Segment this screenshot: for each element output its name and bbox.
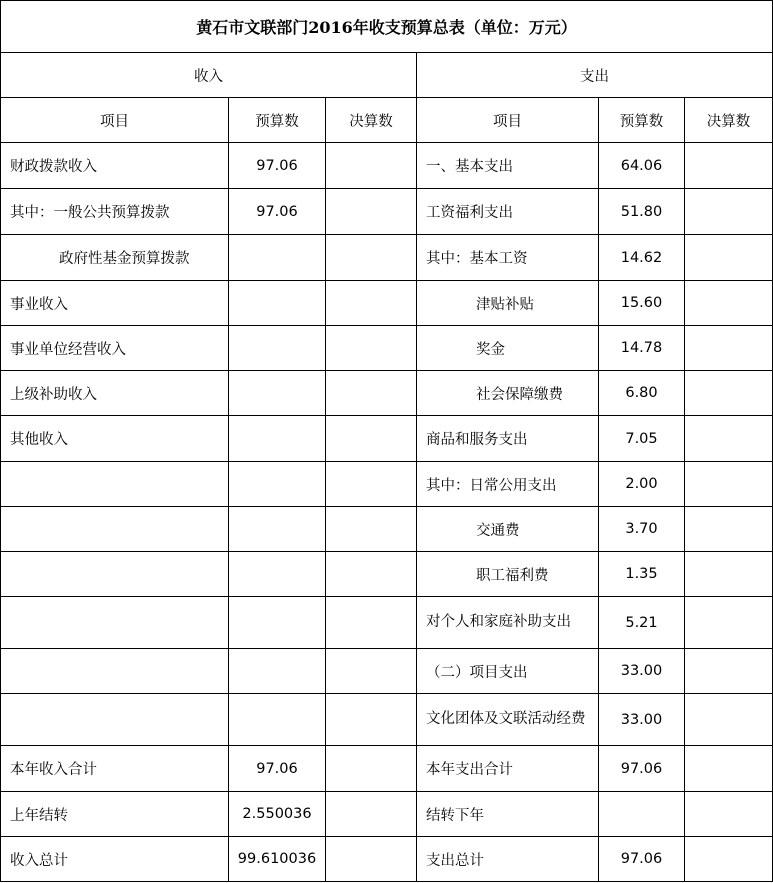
section-header-row — [1, 53, 773, 98]
expense-item: 商品和服务支出 — [417, 416, 599, 462]
expense-item-header: 项目 — [417, 98, 599, 143]
income-budget — [229, 462, 326, 507]
expense-final — [685, 371, 773, 416]
income-budget — [229, 507, 326, 552]
table-row — [1, 649, 773, 694]
expense-budget: 14.62 — [599, 235, 685, 281]
income-budget: 2.550036 — [229, 792, 326, 837]
expense-item: （二）项目支出 — [417, 649, 599, 694]
income-item — [1, 552, 229, 597]
expense-item: 一、基本支出 — [417, 143, 599, 189]
income-final — [326, 462, 417, 507]
income-item: 上级补助收入 — [1, 371, 229, 416]
income-budget — [229, 552, 326, 597]
expense-final — [685, 507, 773, 552]
income-budget — [229, 326, 326, 371]
expense-final — [685, 235, 773, 281]
expense-budget: 33.00 — [599, 694, 685, 746]
table-row — [1, 143, 773, 189]
expense-budget: 5.21 — [599, 597, 685, 649]
expense-item: 支出总计 — [417, 837, 599, 882]
expense-budget: 3.70 — [599, 507, 685, 552]
expense-final — [685, 837, 773, 882]
income-budget — [229, 235, 326, 281]
table-row — [1, 416, 773, 462]
expense-final — [685, 143, 773, 189]
table-row — [1, 552, 773, 597]
expense-budget — [599, 792, 685, 837]
table-title: 黄石市文联部门2016年收支预算总表（单位：万元） — [1, 1, 773, 53]
expense-budget-header: 预算数 — [599, 98, 685, 143]
income-item: 事业收入 — [1, 281, 229, 326]
income-final — [326, 792, 417, 837]
column-header-row — [1, 98, 773, 143]
table-row — [1, 189, 773, 235]
income-final — [326, 597, 417, 649]
income-item: 上年结转 — [1, 792, 229, 837]
income-final — [326, 694, 417, 746]
income-item: 其中：一般公共预算拨款 — [1, 189, 229, 235]
income-budget-header: 预算数 — [229, 98, 326, 143]
expense-final — [685, 649, 773, 694]
expense-final — [685, 694, 773, 746]
expense-budget: 97.06 — [599, 746, 685, 792]
income-item: 事业单位经营收入 — [1, 326, 229, 371]
income-budget: 99.610036 — [229, 837, 326, 882]
income-item-header: 项目 — [1, 98, 229, 143]
expense-item: 工资福利支出 — [417, 189, 599, 235]
income-section-header: 收入 — [1, 53, 417, 98]
income-item: 政府性基金预算拨款 — [1, 235, 229, 281]
income-item — [1, 507, 229, 552]
income-final — [326, 235, 417, 281]
income-final — [326, 416, 417, 462]
expense-budget: 51.80 — [599, 189, 685, 235]
income-budget — [229, 416, 326, 462]
income-item — [1, 694, 229, 746]
income-budget — [229, 281, 326, 326]
income-budget — [229, 694, 326, 746]
expense-section-header: 支出 — [417, 53, 773, 98]
income-budget — [229, 597, 326, 649]
table-row — [1, 746, 773, 792]
expense-item: 社会保障缴费 — [417, 371, 599, 416]
table-row — [1, 792, 773, 837]
income-final — [326, 649, 417, 694]
expense-final — [685, 792, 773, 837]
expense-item: 结转下年 — [417, 792, 599, 837]
expense-final — [685, 552, 773, 597]
expense-final — [685, 416, 773, 462]
title-row — [1, 1, 773, 53]
table-row — [1, 837, 773, 882]
expense-budget: 97.06 — [599, 837, 685, 882]
expense-item: 文化团体及文联活动经费 — [417, 694, 599, 746]
expense-final — [685, 326, 773, 371]
income-budget: 97.06 — [229, 143, 326, 189]
income-budget: 97.06 — [229, 746, 326, 792]
income-final — [326, 281, 417, 326]
income-item — [1, 597, 229, 649]
expense-budget: 7.05 — [599, 416, 685, 462]
income-final-header: 决算数 — [326, 98, 417, 143]
income-final — [326, 507, 417, 552]
expense-final — [685, 462, 773, 507]
income-budget: 97.06 — [229, 189, 326, 235]
expense-item: 其中：日常公用支出 — [417, 462, 599, 507]
expense-item: 其中：基本工资 — [417, 235, 599, 281]
expense-final — [685, 746, 773, 792]
expense-budget: 15.60 — [599, 281, 685, 326]
income-final — [326, 746, 417, 792]
income-final — [326, 189, 417, 235]
expense-budget: 6.80 — [599, 371, 685, 416]
expense-budget: 1.35 — [599, 552, 685, 597]
expense-item: 职工福利费 — [417, 552, 599, 597]
expense-budget: 64.06 — [599, 143, 685, 189]
expense-item: 奖金 — [417, 326, 599, 371]
expense-final — [685, 189, 773, 235]
expense-final-header: 决算数 — [685, 98, 773, 143]
income-final — [326, 143, 417, 189]
income-final — [326, 326, 417, 371]
expense-final — [685, 597, 773, 649]
expense-item: 津贴补贴 — [417, 281, 599, 326]
table-row — [1, 326, 773, 371]
expense-budget: 14.78 — [599, 326, 685, 371]
expense-budget: 2.00 — [599, 462, 685, 507]
income-budget — [229, 371, 326, 416]
expense-item: 本年支出合计 — [417, 746, 599, 792]
table-row — [1, 694, 773, 746]
income-item — [1, 462, 229, 507]
income-item: 收入总计 — [1, 837, 229, 882]
table-row — [1, 462, 773, 507]
income-final — [326, 371, 417, 416]
expense-budget: 33.00 — [599, 649, 685, 694]
income-item: 本年收入合计 — [1, 746, 229, 792]
table-row — [1, 371, 773, 416]
income-item — [1, 649, 229, 694]
income-item: 财政拨款收入 — [1, 143, 229, 189]
income-item: 其他收入 — [1, 416, 229, 462]
table-row — [1, 281, 773, 326]
table-row — [1, 597, 773, 649]
income-budget — [229, 649, 326, 694]
income-final — [326, 837, 417, 882]
income-final — [326, 552, 417, 597]
expense-final — [685, 281, 773, 326]
expense-item: 对个人和家庭补助支出 — [417, 597, 599, 649]
table-row — [1, 507, 773, 552]
table-row — [1, 235, 773, 281]
expense-item: 交通费 — [417, 507, 599, 552]
